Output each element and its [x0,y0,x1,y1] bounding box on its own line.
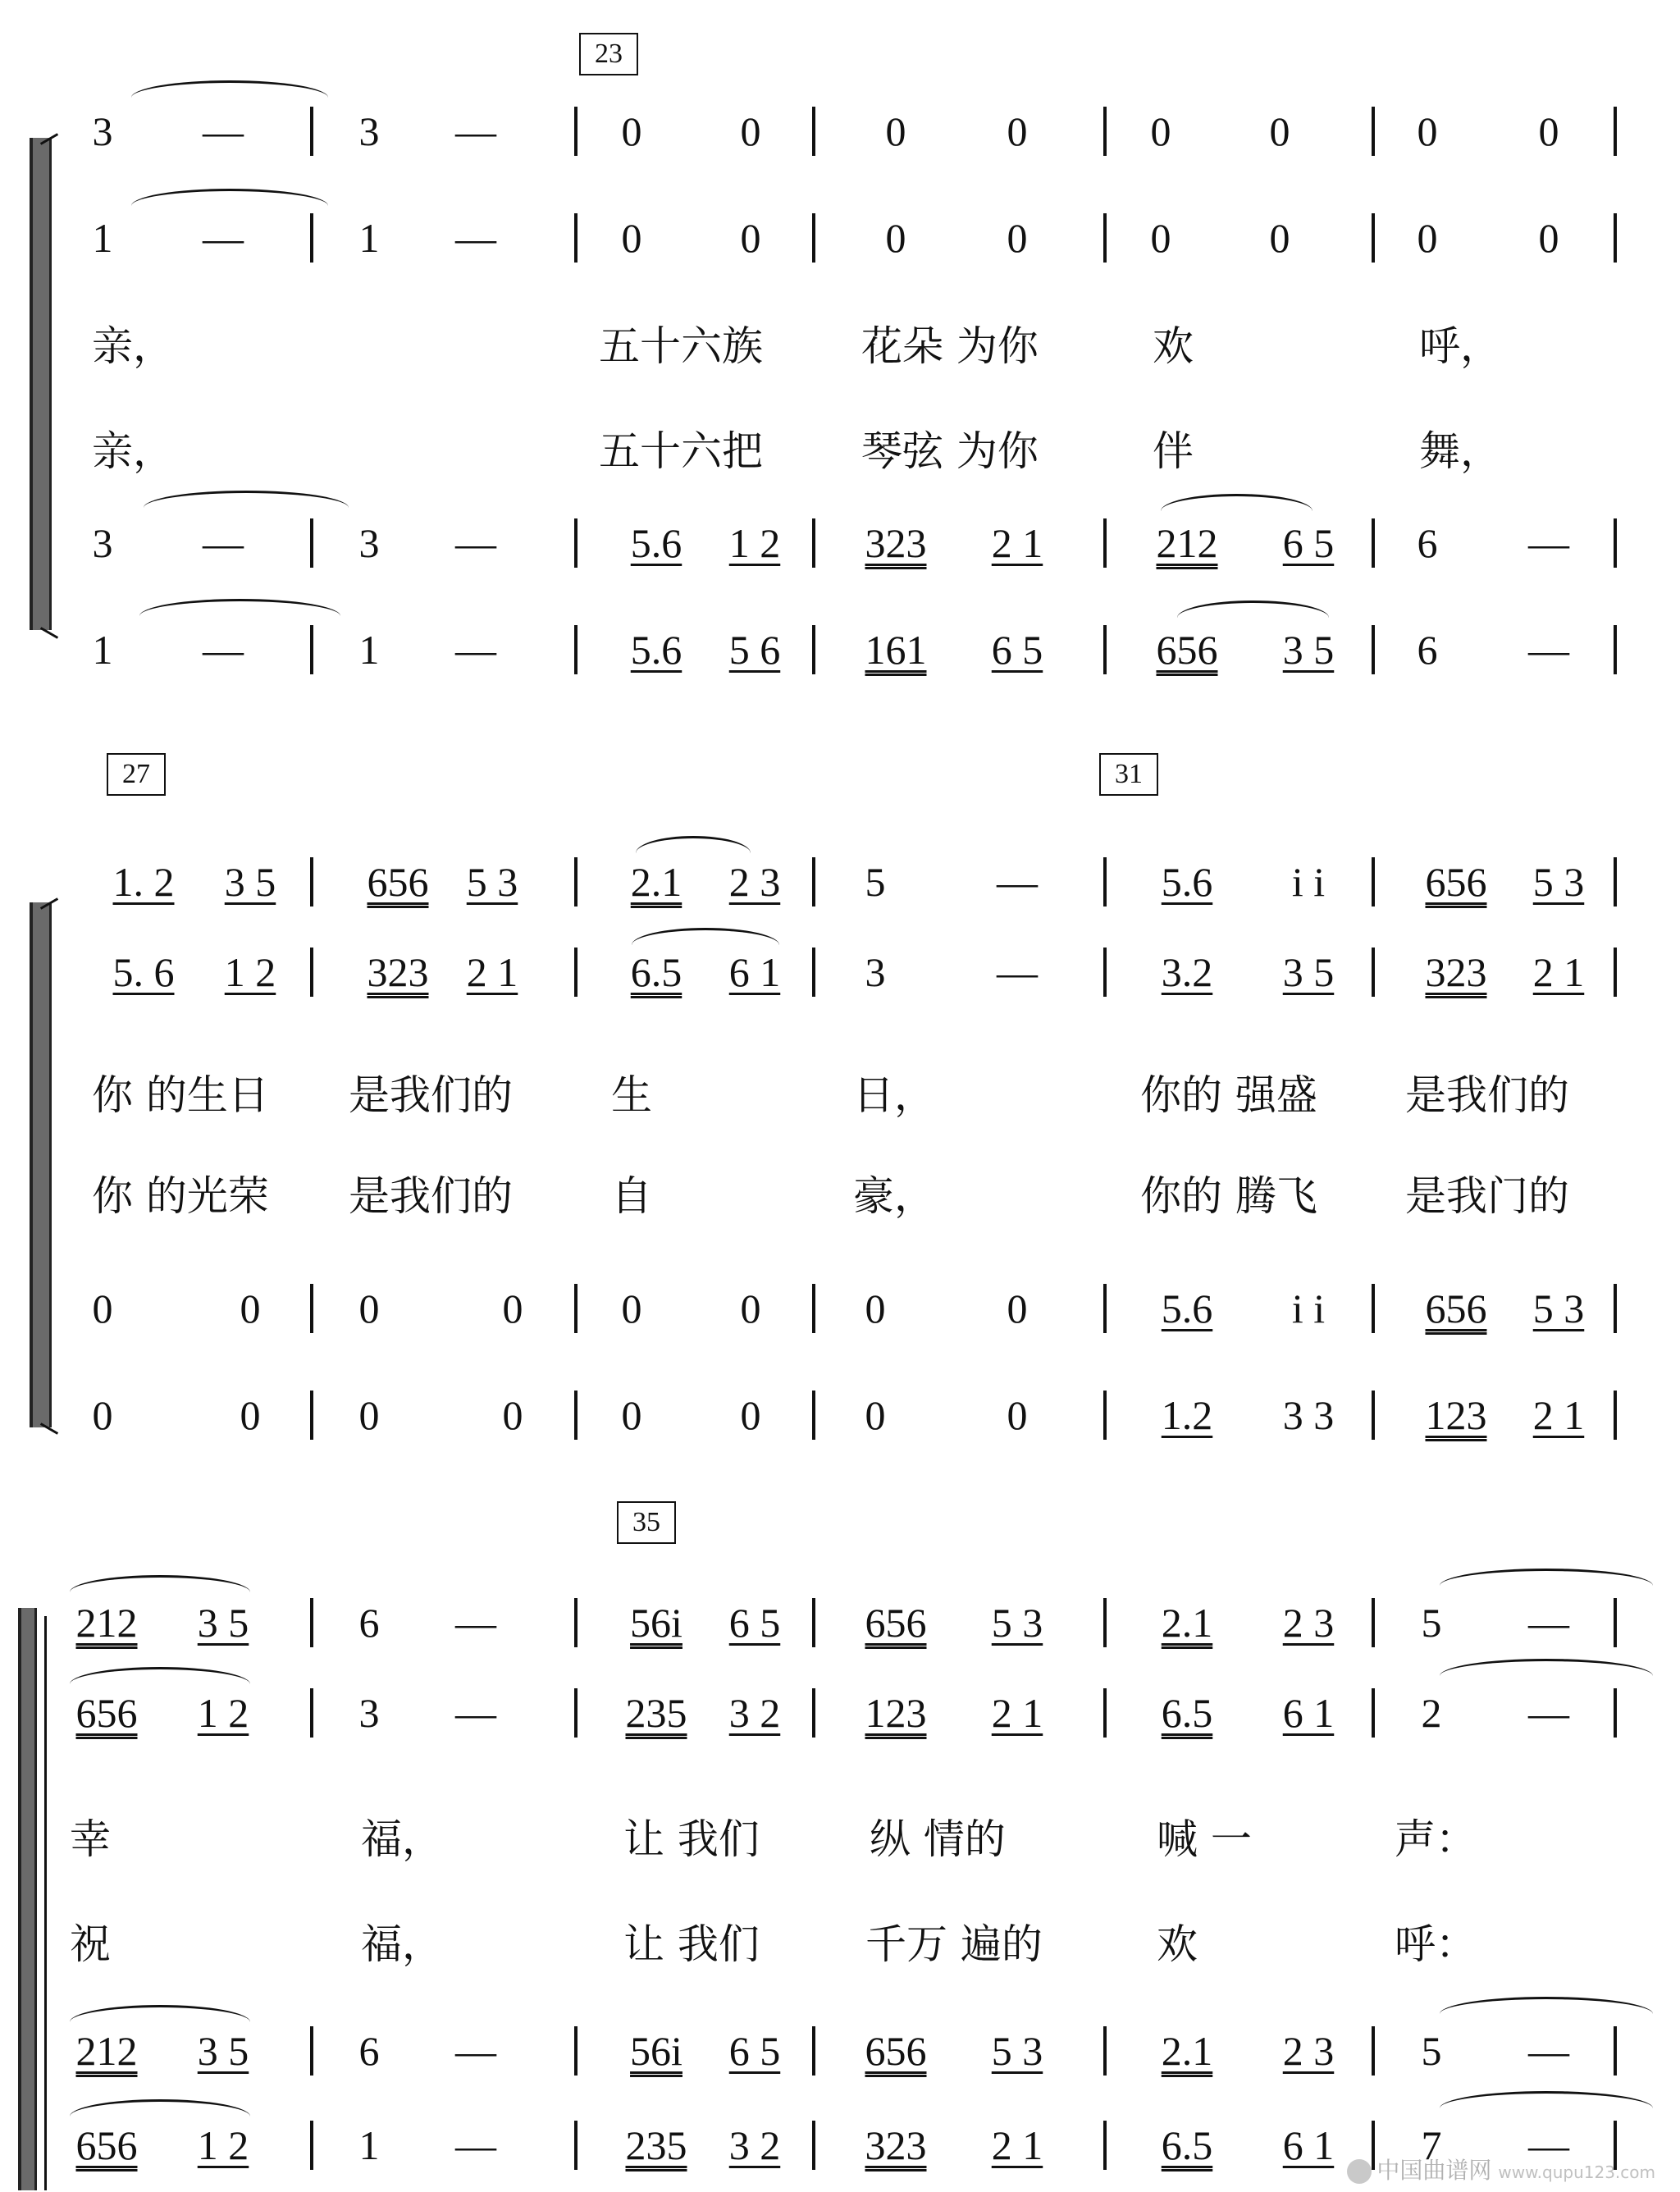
note: 656 [1156,627,1218,673]
note: 0 [1538,215,1559,261]
slur [70,1667,250,1684]
lyric: 日， [853,1071,935,1119]
note: 6 [1417,627,1438,673]
note: 656 [367,859,429,905]
note: 3 5 [197,2028,249,2074]
note: 5 3 [1532,1286,1585,1331]
note: 6 5 [1282,520,1335,566]
lyric: 是我们的 [1405,1071,1569,1119]
note: — [997,949,1038,995]
lyric: 是我门的 [1405,1172,1569,1220]
note: 0 [240,1286,261,1331]
barline [812,1391,815,1440]
note: 2 [1421,1690,1442,1736]
note: 212 [75,1600,138,1646]
note: 656 [1425,859,1487,905]
barline [1614,107,1617,156]
note: 323 [367,949,429,995]
tie [139,599,340,616]
barline [1614,213,1617,263]
note: 1 [92,627,113,673]
barline [1614,1598,1617,1647]
slur [636,836,751,853]
lyric: 亲， [92,427,174,475]
barline [310,948,313,997]
barline [1103,518,1107,568]
barline [1614,518,1617,568]
note: 2 3 [1282,1600,1335,1646]
note: 5. 6 [112,949,175,995]
tie [1440,2091,1653,2108]
note: 0 [240,1392,261,1438]
lyric: 声： [1395,1815,1477,1863]
note: 6.5 [1161,2122,1213,2168]
barline [1103,948,1107,997]
note: — [1528,2028,1569,2074]
note: 2 1 [991,1690,1043,1736]
note: 0 [865,1286,886,1331]
lyric: 你 的生日 [92,1071,269,1119]
system2-lyrics-1 [0,1071,1680,1120]
note: 0 [1417,215,1438,261]
note: 3 [92,520,113,566]
note: 1 2 [197,2122,249,2168]
note: — [203,627,244,673]
barline [1614,948,1617,997]
note: 5.6 [1161,859,1213,905]
tie [1440,1997,1653,2014]
note: 3 [358,1690,380,1736]
note: — [997,859,1038,905]
barline [574,518,578,568]
note: 1 2 [224,949,276,995]
note: 6.5 [1161,1690,1213,1736]
lyric: 福， [361,1815,443,1863]
tie [1440,1569,1653,1586]
note: 123 [1425,1392,1487,1438]
lyric: 生 [611,1071,652,1119]
note: 0 [740,1286,761,1331]
lyric: 亲， [92,322,174,370]
barline [812,213,815,263]
lyric: 呼： [1395,1920,1477,1968]
note: 0 [621,1286,642,1331]
note: 2 3 [1282,2028,1335,2074]
slur [1161,494,1312,511]
note: 0 [1150,108,1171,154]
note: — [455,1600,496,1646]
barline [1614,857,1617,906]
note: 323 [1425,949,1487,995]
note: 5 3 [991,2028,1043,2074]
note: 0 [885,108,906,154]
system1-lyrics-1 [0,322,1680,371]
barline [1372,625,1375,674]
rehearsal-mark-23: 23 [579,33,638,75]
barline [1103,1391,1107,1440]
site-watermark [1347,2153,1655,2185]
lyric: 豪， [853,1172,935,1220]
note: 3 2 [728,1690,781,1736]
watermark-brand: 中国曲谱网 [1376,2157,1492,2184]
note: 656 [75,2122,138,2168]
note: 235 [625,1690,687,1736]
note: — [203,108,244,154]
lyric: 自 [611,1172,652,1220]
barline [1614,1284,1617,1333]
note: 2 1 [991,520,1043,566]
note: 0 [1007,1286,1028,1331]
note: 212 [1156,520,1218,566]
note: 323 [865,2122,927,2168]
note: 1 [92,215,113,261]
barline [1103,2026,1107,2076]
slur [70,2099,250,2117]
note: — [1528,2122,1569,2168]
watermark-url: www.qupu123.com [1498,2162,1655,2182]
note: 5.6 [630,520,682,566]
note: 2 3 [728,859,781,905]
slur [70,1575,250,1592]
lyric: 五十六族 [599,322,763,370]
barline [812,857,815,906]
note: 3 [92,108,113,154]
barline [1372,107,1375,156]
site-logo-icon [1347,2159,1372,2184]
note: 5 [1421,2028,1442,2074]
note: 0 [621,108,642,154]
lyric: 伴 [1153,427,1194,475]
note: 656 [865,1600,927,1646]
note: 5 [1421,1600,1442,1646]
lyric: 欢 [1153,322,1194,370]
rehearsal-mark-35: 35 [617,1501,676,1544]
barline [574,213,578,263]
note: 3 5 [1282,949,1335,995]
lyric: 是我们的 [349,1071,513,1119]
note: i i [1291,1286,1326,1331]
barline [310,625,313,674]
note: 1 2 [728,520,781,566]
lyric: 福， [361,1920,443,1968]
barline [812,1284,815,1333]
note: 5 [865,859,886,905]
note: — [203,215,244,261]
lyric: 祝 [70,1920,111,1968]
note: 1 [358,215,380,261]
note: 161 [865,627,927,673]
score-system-1 [0,0,1680,673]
barline [1372,2026,1375,2076]
lyric: 呼， [1419,322,1501,370]
barline [574,1598,578,1647]
lyric: 你的 腾飞 [1140,1172,1317,1220]
system1-row-bass [0,625,1680,674]
lyric: 让 我们 [623,1815,760,1863]
barline [1372,1688,1375,1738]
note: 5 3 [1532,859,1585,905]
note: 3 5 [197,1600,249,1646]
note: 1.2 [1161,1392,1213,1438]
slur [632,928,779,945]
note: 0 [621,1392,642,1438]
note: 0 [1007,1392,1028,1438]
system3-lyrics-2 [0,1920,1680,1969]
system1-row-soprano [0,107,1680,156]
note: 0 [1269,215,1290,261]
note: 5 3 [991,1600,1043,1646]
note: 3 3 [1282,1392,1335,1438]
barline [812,1598,815,1647]
barline [1103,1598,1107,1647]
note: 2 1 [991,2122,1043,2168]
note: 2 1 [466,949,518,995]
lyric: 你 的光荣 [92,1172,269,1220]
barline [1103,107,1107,156]
rehearsal-mark-27: 27 [107,753,166,796]
system2-row-bass [0,1391,1680,1440]
barline [812,2026,815,2076]
note: 2.1 [1161,2028,1213,2074]
note: 656 [1425,1286,1487,1331]
barline [1372,1391,1375,1440]
note: 5 3 [466,859,518,905]
note: — [203,520,244,566]
note: 1 2 [197,1690,249,1736]
note: 6 5 [728,1600,781,1646]
note: 6 [358,2028,380,2074]
note: 0 [358,1392,380,1438]
note: 6 1 [1282,1690,1335,1736]
barline [812,107,815,156]
barline [1103,213,1107,263]
system2-row-tenor [0,1284,1680,1333]
system2-lyrics-2 [0,1171,1680,1221]
note: — [455,627,496,673]
note: 56i [630,1600,682,1646]
barline [812,518,815,568]
note: 3.2 [1161,949,1213,995]
note: 5.6 [630,627,682,673]
rehearsal-mark-31: 31 [1099,753,1158,796]
lyric: 千万 遍的 [865,1920,1043,1968]
note: 6 1 [1282,2122,1335,2168]
note: 0 [740,108,761,154]
lyric: 欢 [1157,1920,1198,1968]
note: 656 [75,1690,138,1736]
note: 0 [865,1392,886,1438]
barline [1614,2026,1617,2076]
note: — [455,2122,496,2168]
note: 7 [1421,2122,1442,2168]
note: 0 [885,215,906,261]
barline [310,2026,313,2076]
note: 2 1 [1532,949,1585,995]
note: — [1528,627,1569,673]
barline [574,2121,578,2170]
barline [574,948,578,997]
system1-lyrics-2 [0,427,1680,476]
note: 0 [1417,108,1438,154]
system3-row-alto [0,1688,1680,1738]
barline [574,1688,578,1738]
note: 3 5 [224,859,276,905]
note: 0 [1538,108,1559,154]
barline [1103,857,1107,906]
note: 2.1 [1161,1600,1213,1646]
lyric: 幸 [70,1815,111,1863]
system1-row-alto [0,213,1680,263]
note: 6 [1417,520,1438,566]
note: 3 [865,949,886,995]
system1-row-tenor [0,518,1680,568]
barline [1614,1688,1617,1738]
note: 5.6 [1161,1286,1213,1331]
system2-row-alto [0,948,1680,997]
note: i i [1291,859,1326,905]
system3-row-soprano [0,1598,1680,1647]
note: — [455,520,496,566]
lyric: 纵 情的 [870,1815,1006,1863]
barline [1103,625,1107,674]
note: — [1528,520,1569,566]
system3-lyrics-1 [0,1815,1680,1864]
system3-row-tenor [0,2026,1680,2076]
barline [812,948,815,997]
barline [1103,1688,1107,1738]
note: 6.5 [630,949,682,995]
note: 6 [358,1600,380,1646]
tie [131,189,328,206]
barline [812,1688,815,1738]
note: 1. 2 [112,859,175,905]
score-system-2 [0,738,1680,1460]
lyric: 喊 一 [1157,1815,1252,1863]
barline [1372,1284,1375,1333]
note: 1 [358,2122,380,2168]
barline [310,1391,313,1440]
lyric: 让 我们 [623,1920,760,1968]
slur [1177,601,1329,618]
note: 2 1 [1532,1392,1585,1438]
note: — [1528,1600,1569,1646]
barline [310,2121,313,2170]
note: 0 [1150,215,1171,261]
note: 0 [502,1392,523,1438]
barline [310,1284,313,1333]
note: — [455,1690,496,1736]
barline [310,1688,313,1738]
note: 3 2 [728,2122,781,2168]
tie [1440,1659,1653,1676]
note: 0 [1007,215,1028,261]
lyric: 舞， [1419,427,1501,475]
note: 6 5 [728,2028,781,2074]
barline [310,518,313,568]
barline [574,107,578,156]
lyric: 花朵 为你 [861,322,1039,370]
system2-row-soprano [0,857,1680,906]
lyric: 五十六把 [599,427,763,475]
note: 3 [358,520,380,566]
note: 3 [358,108,380,154]
note: 2.1 [630,859,682,905]
note: 5 6 [728,627,781,673]
barline [574,625,578,674]
note: 0 [1007,108,1028,154]
note: — [455,108,496,154]
barline [812,2121,815,2170]
note: 3 5 [1282,627,1335,673]
note: 0 [92,1286,113,1331]
score-system-3 [0,1493,1680,2192]
note: 6 5 [991,627,1043,673]
barline [310,857,313,906]
lyric: 琴弦 为你 [861,427,1039,475]
note: 6 1 [728,949,781,995]
barline [310,107,313,156]
note: — [1528,1690,1569,1736]
note: 212 [75,2028,138,2074]
note: 0 [740,215,761,261]
barline [1372,857,1375,906]
barline [310,213,313,263]
barline [1103,1284,1107,1333]
note: 1 [358,627,380,673]
note: — [455,215,496,261]
barline [812,625,815,674]
note: 0 [358,1286,380,1331]
slur [70,2005,250,2022]
barline [1103,2121,1107,2170]
barline [1614,1391,1617,1440]
note: 235 [625,2122,687,2168]
tie [144,491,349,508]
note: 0 [1269,108,1290,154]
barline [574,2026,578,2076]
lyric: 你的 强盛 [1140,1071,1317,1119]
note: 0 [740,1392,761,1438]
note: 323 [865,520,927,566]
barline [1372,213,1375,263]
barline [574,1391,578,1440]
barline [310,1598,313,1647]
note: 0 [92,1392,113,1438]
barline [1614,625,1617,674]
barline [574,1284,578,1333]
note: 656 [865,2028,927,2074]
barline [1372,518,1375,568]
barline [574,857,578,906]
tie [131,80,328,98]
note: 56i [630,2028,682,2074]
lyric: 是我们的 [349,1172,513,1220]
barline [1372,1598,1375,1647]
note: — [455,2028,496,2074]
note: 0 [621,215,642,261]
barline [1372,948,1375,997]
note: 0 [502,1286,523,1331]
note: 123 [865,1690,927,1736]
